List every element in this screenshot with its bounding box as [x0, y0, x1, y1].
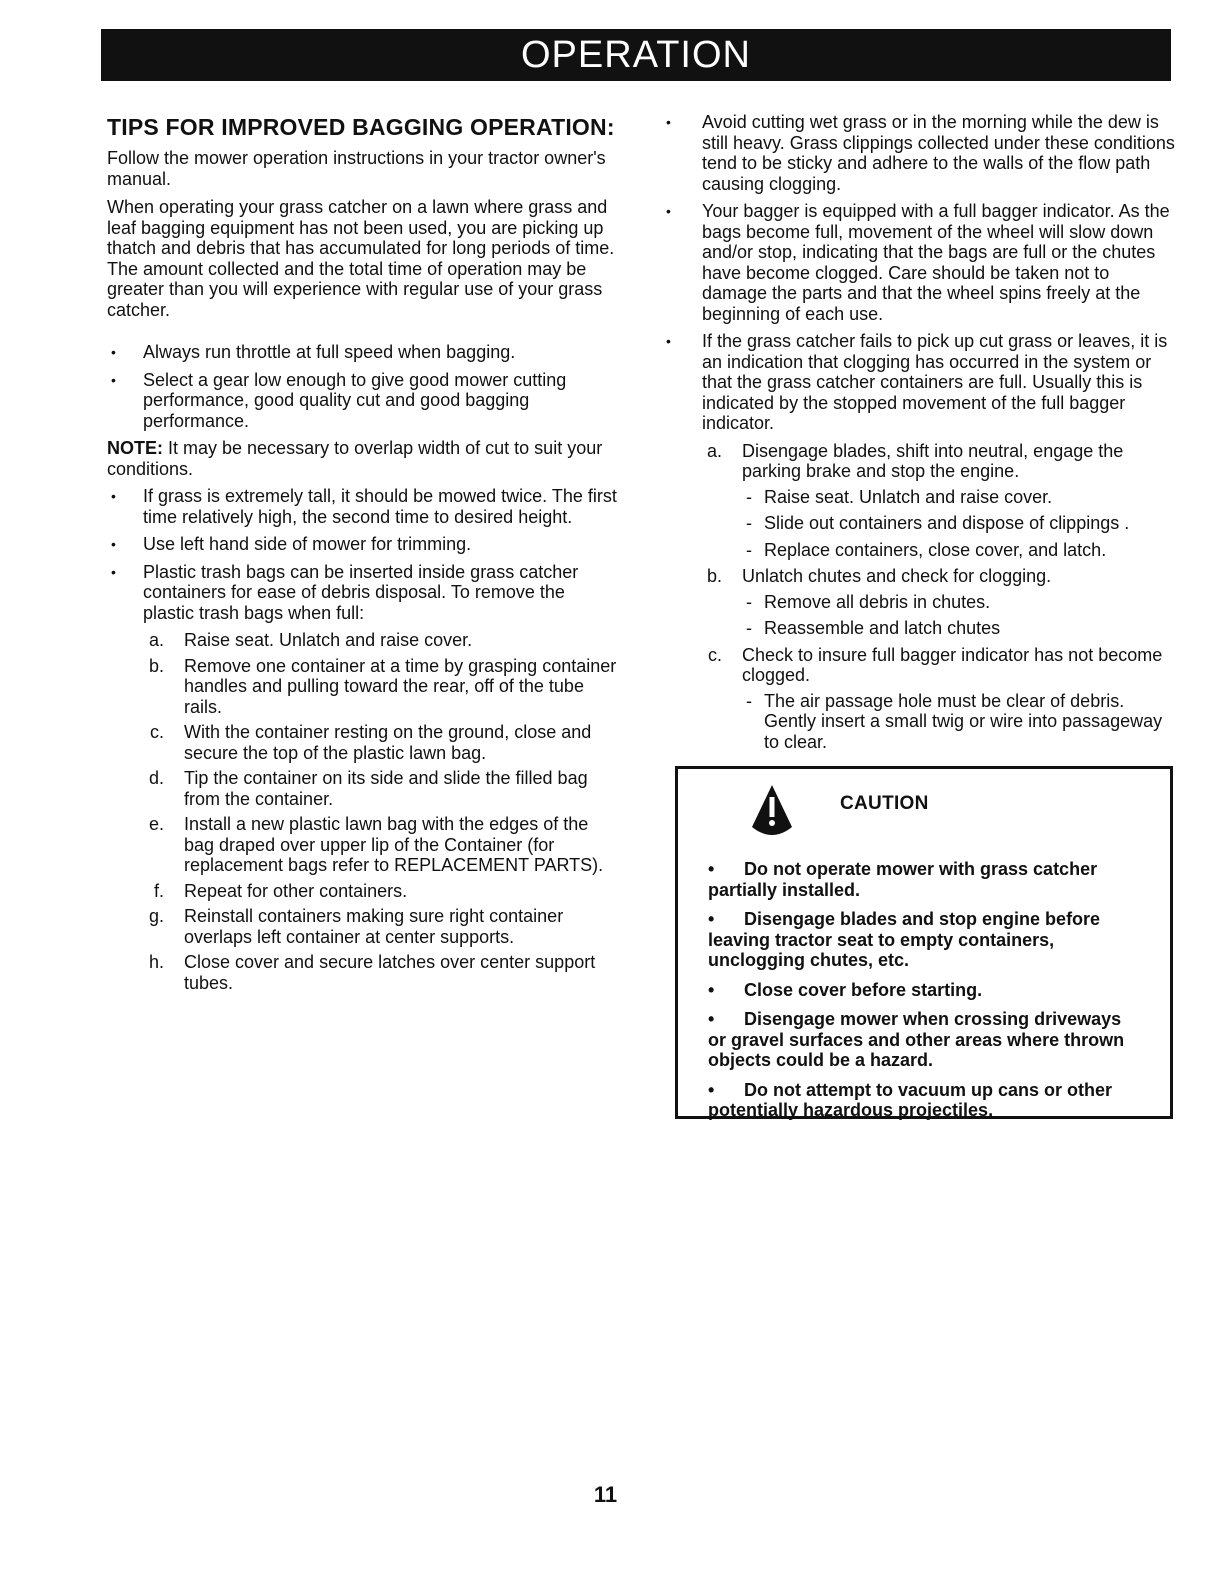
step-item [144, 952, 617, 993]
sub-step: - The air passage hole must be clear of debris. Gently insert a small twig or wire into passageway to clear. [746, 690, 1163, 752]
step-item [144, 722, 617, 763]
step-text: Reinstall containers making sure right container overlaps left container at center supports. [184, 906, 564, 947]
bullet-icon: • [111, 563, 116, 580]
step-letter: a. [148, 630, 164, 650]
list-item [666, 112, 1176, 194]
list-item [666, 331, 1176, 434]
bullet-icon: • [111, 536, 116, 552]
caution-title: CAUTION [840, 793, 929, 814]
list-item [666, 201, 1176, 324]
sub-step-text: Replace containers, close cover, and latch. [764, 539, 1107, 560]
step-letter: g. [148, 906, 164, 926]
step-item [144, 656, 617, 718]
list-item [107, 342, 617, 363]
step-item [144, 814, 617, 876]
step-text: Disengage blades, shift into neutral, engage the parking brake and stop the engine. [742, 440, 1124, 481]
step-item [144, 881, 617, 902]
caution-item: • Disengage blades and stop engine before leaving tractor seat to empty containers, unclogging chutes, etc. [708, 909, 1101, 970]
left-column [107, 114, 617, 998]
bullet-icon: • [666, 203, 671, 219]
page-title: OPERATION [521, 34, 751, 76]
list-item [107, 534, 617, 555]
warning-triangle-icon [750, 783, 794, 839]
page-number: 11 [593, 1482, 618, 1507]
caution-header [750, 783, 1142, 843]
intro-paragraph: Follow the mower operation instructions in your tractor owner's manual. [107, 148, 606, 189]
step-letter: d. [148, 768, 164, 788]
sub-step: - Remove all debris in chutes. [746, 591, 991, 612]
list-item [107, 486, 617, 527]
bullet-icon: • [708, 1009, 715, 1029]
sub-step-text: Remove all debris in chutes. [764, 591, 991, 612]
bullet-icon: • [111, 488, 116, 504]
bullet-icon: • [111, 344, 116, 360]
list-item-text: Use left hand side of mower for trimming. [143, 534, 472, 554]
header-bar [101, 29, 1171, 81]
bullet-icon: • [708, 859, 715, 879]
list-item-text: Always run throttle at full speed when bagging. [143, 342, 516, 362]
sub-step: - Raise seat. Unlatch and raise cover. [746, 486, 1053, 507]
step-text: Raise seat. Unlatch and raise cover. [184, 630, 473, 650]
list-item-text: Avoid cutting wet grass or in the morning while the dew is still heavy. Grass clippings collected under these conditions tend to be sticky and adhere to the walls of the flow path causing clogging. [702, 112, 1175, 194]
note [107, 438, 617, 479]
note-label: NOTE: [107, 438, 163, 458]
section-heading: TIPS FOR IMPROVED BAGGING OPERATION: [107, 114, 615, 140]
step-text: Unlatch chutes and check for clogging. [742, 566, 1052, 586]
step-letter: h. [148, 952, 164, 972]
bullet-icon: • [708, 1079, 715, 1100]
note-text: It may be necessary to overlap width of cut to suit your conditions. [107, 438, 603, 479]
bullet-icon: • [708, 909, 715, 929]
step-letter: c. [707, 644, 722, 665]
caution-item: • Do not attempt to vacuum up cans or other potentially hazardous projectiles. [708, 1079, 1113, 1120]
step-text: Tip the container on its side and slide the filled bag from the container. [184, 768, 588, 809]
step-text: Install a new plastic lawn bag with the edges of the bag draped over upper lip of the Container (for replacement bags refer to REPLACEMENT PARTS). [184, 814, 604, 875]
step-item [702, 441, 1176, 482]
sub-step: - Slide out containers and dispose of clippings . [746, 513, 1130, 533]
bullet-icon: • [708, 979, 715, 1000]
list-item-text: Select a gear low enough to give good mower cutting performance, good quality cut and good bagging performance. [143, 369, 567, 431]
right-column [666, 112, 1176, 758]
caution-item: • Do not operate mower with grass catcher partially installed. [708, 859, 1098, 900]
caution-item: • Close cover before starting. [708, 979, 983, 1000]
step-text: Repeat for other containers. [184, 880, 408, 901]
sub-step-text: Raise seat. Unlatch and raise cover. [764, 486, 1053, 507]
step-item [144, 768, 617, 809]
sub-step-text: Slide out containers and dispose of clippings . [764, 513, 1130, 533]
step-text: Check to insure full bagger indicator has not become clogged. [742, 644, 1163, 685]
caution-item: • Disengage mower when crossing driveways or gravel surfaces and other areas where thrown objects could be a hazard. [708, 1009, 1125, 1070]
step-text: Close cover and secure latches over center support tubes. [184, 952, 596, 993]
step-text: With the container resting on the ground, close and secure the top of the plastic lawn bag. [184, 722, 592, 763]
list-item-text: Your bagger is equipped with a full bagger indicator. As the bags become full, movement of the wheel will slow down and/or stop, indicating that the bags are full or the chutes have become clogged. Care should be taken not to damage the parts and that the wheel spins freely at the beginning of each use. [702, 201, 1170, 324]
list-item-text: If the grass catcher fails to pick up cut grass or leaves, it is an indication that clogging has occurred in the system or that the grass catcher containers are full. Usually this is indicated by the stopped movement of the full bagger indicator. [702, 331, 1168, 433]
step-letter: f. [153, 880, 164, 901]
step-item [144, 906, 617, 947]
step-letter: e. [148, 814, 164, 834]
intro-paragraph: When operating your grass catcher on a lawn where grass and leaf bagging equipment has not been used, you are picking up thatch and debris that has accumulated for long periods of time. The amount collected and the total time of operation may be greater than you will experience with regular use of your grass catcher. [107, 197, 615, 320]
list-item [107, 562, 617, 624]
step-text: Remove one container at a time by grasping container handles and pulling toward the rear, off of the tube rails. [184, 655, 617, 717]
step-letter: b. [706, 566, 722, 586]
bullet-icon: • [111, 371, 116, 388]
step-letter: b. [148, 655, 164, 676]
step-item [702, 566, 1176, 587]
step-letter: a. [706, 440, 722, 461]
list-item [107, 370, 617, 432]
sub-step-text: Reassemble and latch chutes [764, 618, 1001, 638]
list-item-text: If grass is extremely tall, it should be mowed twice. The first time relatively high, the second time to desired height. [143, 486, 617, 527]
list-item-text: Plastic trash bags can be inserted inside grass catcher containers for ease of debris disposal. To remove the plastic trash bags when full: [143, 561, 579, 623]
step-item [144, 630, 617, 651]
bullet-icon: • [666, 333, 671, 349]
sub-step: - Replace containers, close cover, and latch. [746, 539, 1107, 560]
step-item [702, 645, 1176, 686]
bullet-icon: • [666, 114, 671, 130]
step-letter: c. [149, 722, 164, 742]
sub-step-text: The air passage hole must be clear of debris. Gently insert a small twig or wire into passageway to clear. [764, 690, 1163, 752]
caution-box [675, 766, 1173, 1119]
sub-step: - Reassemble and latch chutes [746, 618, 1001, 638]
